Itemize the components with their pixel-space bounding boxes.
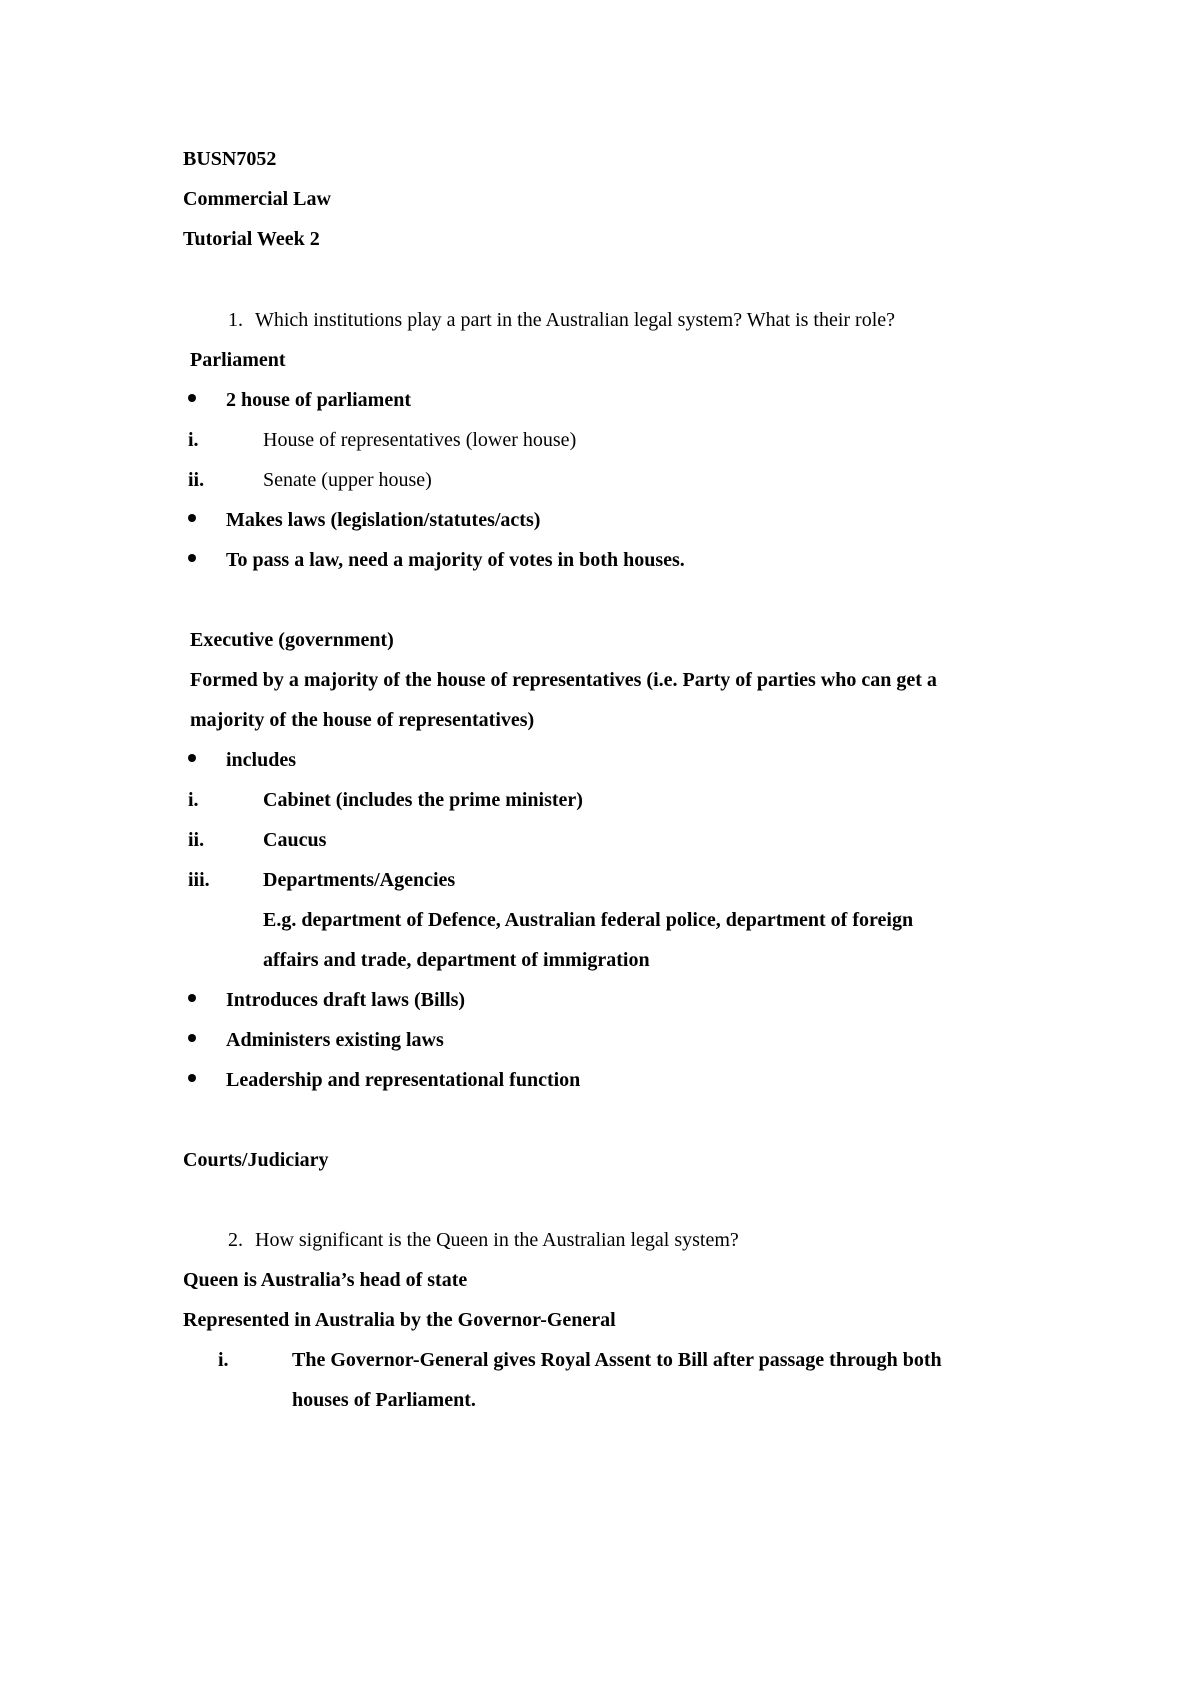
queen-sub-line-2: houses of Parliament.	[292, 1389, 476, 1411]
executive-formed-line-2: majority of the house of representatives)	[190, 709, 535, 731]
queen-represented: Represented in Australia by the Governor-General	[183, 1309, 616, 1331]
bullet-icon	[188, 514, 196, 522]
executive-bullet-bills: Introduces draft laws (Bills)	[226, 989, 466, 1011]
executive-bullet-includes: includes	[226, 749, 297, 771]
executive-example-line-2: affairs and trade, department of immigration	[263, 949, 650, 971]
parliament-sub-marker-1: i.	[188, 429, 199, 451]
queen-head-of-state: Queen is Australia’s head of state	[183, 1269, 468, 1291]
parliament-bullet-houses: 2 house of parliament	[226, 389, 411, 411]
question-1-number: 1.	[228, 309, 243, 331]
executive-bullet-administers: Administers existing laws	[226, 1029, 444, 1051]
courts-heading: Courts/Judiciary	[183, 1149, 329, 1171]
bullet-icon	[188, 554, 196, 562]
queen-sub-line-1: The Governor-General gives Royal Assent to Bill after passage through both	[292, 1349, 942, 1371]
parliament-bullet-majority: To pass a law, need a majority of votes in both houses.	[226, 549, 685, 571]
bullet-icon	[188, 1034, 196, 1042]
course-name: Commercial Law	[183, 188, 331, 210]
course-code: BUSN7052	[183, 148, 277, 170]
executive-heading: Executive (government)	[190, 629, 394, 651]
executive-example-line-1: E.g. department of Defence, Australian federal police, department of foreign	[263, 909, 914, 931]
bullet-icon	[188, 754, 196, 762]
question-2-number: 2.	[228, 1229, 243, 1251]
parliament-sub-text-2: Senate (upper house)	[263, 469, 432, 491]
executive-bullet-leadership: Leadership and representational function	[226, 1069, 581, 1091]
executive-sub-marker-1: i.	[188, 789, 199, 811]
queen-sub-marker: i.	[218, 1349, 229, 1371]
question-1-text: Which institutions play a part in the Australian legal system? What is their role?	[255, 309, 896, 331]
question-2-text: How significant is the Queen in the Australian legal system?	[255, 1229, 739, 1251]
tutorial-title: Tutorial Week 2	[183, 228, 320, 250]
bullet-icon	[188, 394, 196, 402]
parliament-sub-marker-2: ii.	[188, 469, 205, 491]
parliament-bullet-makes-laws: Makes laws (legislation/statutes/acts)	[226, 509, 541, 531]
executive-sub-text-3: Departments/Agencies	[263, 869, 456, 891]
parliament-heading: Parliament	[190, 349, 286, 371]
executive-formed-line-1: Formed by a majority of the house of representatives (i.e. Party of parties who can get a	[190, 669, 937, 691]
parliament-sub-text-1: House of representatives (lower house)	[263, 429, 577, 451]
executive-sub-text-1: Cabinet (includes the prime minister)	[263, 789, 583, 811]
bullet-icon	[188, 1074, 196, 1082]
bullet-icon	[188, 994, 196, 1002]
executive-sub-marker-3: iii.	[188, 869, 210, 891]
executive-sub-marker-2: ii.	[188, 829, 205, 851]
executive-sub-text-2: Caucus	[263, 829, 327, 851]
